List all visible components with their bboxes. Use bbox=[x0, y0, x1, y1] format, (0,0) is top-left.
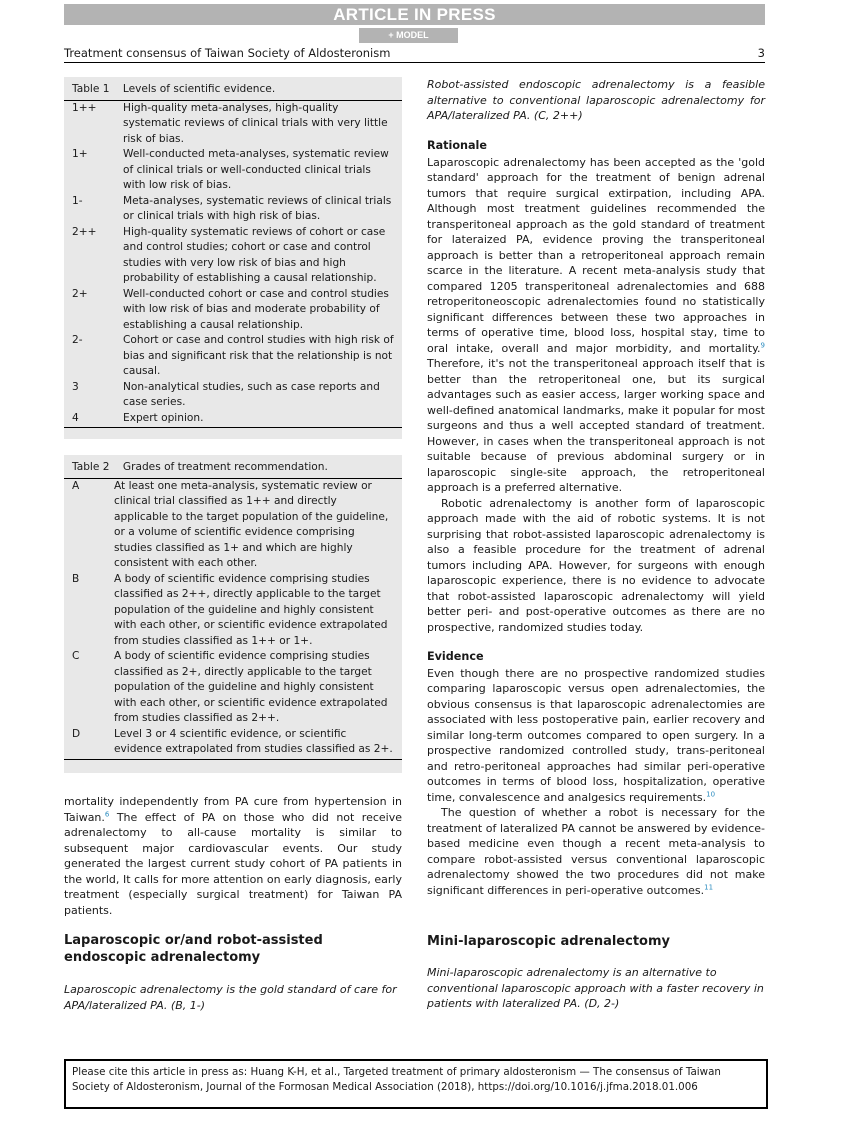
table-row bbox=[64, 411, 402, 429]
table-row-code: 2- bbox=[72, 334, 83, 346]
evidence-heading: Evidence bbox=[427, 650, 484, 663]
table-row-code: A bbox=[72, 479, 80, 492]
table-row-description: High-quality meta-analyses, high-quality systematic reviews of clinical trials with very little risk of bias. bbox=[123, 101, 388, 145]
table-row bbox=[64, 287, 402, 334]
table-row-code: 2++ bbox=[72, 225, 97, 238]
left-body-text bbox=[64, 794, 402, 918]
section-heading-mini-laparoscopic: Mini-laparoscopic adrenalectomy bbox=[427, 934, 670, 949]
rationale-heading: Rationale bbox=[427, 139, 487, 152]
reference-link[interactable]: 6 bbox=[104, 809, 110, 818]
table-caption bbox=[64, 455, 402, 479]
table-label: Table 2 bbox=[72, 461, 110, 473]
paragraph bbox=[427, 666, 765, 806]
table-row bbox=[64, 649, 402, 727]
table-row-code: 1+ bbox=[72, 148, 88, 160]
recommendation-mini-laparoscopic: Mini-laparoscopic adrenalectomy is an alternative to conventional laparoscopic approach with a faster recovery in patients with lateralized PA. (D, 2-) bbox=[427, 966, 764, 1010]
table-row-description: A body of scientific evidence comprising studies classified as 2+, directly applicable to the target population of the guideline and highly consistent with each other, or scientific evidence extrapolated from studies classified as 2++. bbox=[114, 650, 388, 724]
table-row-description: High-quality systematic reviews of cohort or case and control studies; cohort or case and control studies with very low risk of bias and high probability of establishing a causal relationship. bbox=[123, 225, 386, 284]
paragraph: Robotic adrenalectomy is another form of laparoscopic approach made with the aid of robotic systems. It is not surprising that robot-assisted laparoscopic adrenalectomy is also a feasible procedure for the treatment of adrenal tumors including APA. However, for surgeons with enough laparoscopic experience, there is no evidence to advocate that robot-assisted laparoscopic adrenalectomy will yield better peri- and post-operative outcomes as there are no prospective, randomized studies today. bbox=[427, 496, 765, 634]
section-heading-laparoscopic: Laparoscopic or/and robot-assisted endoscopic adrenalectomy bbox=[64, 933, 323, 965]
table-row bbox=[64, 333, 402, 380]
table-row bbox=[64, 572, 402, 650]
table-row bbox=[64, 147, 402, 194]
table-caption bbox=[64, 77, 402, 101]
table-row bbox=[64, 380, 402, 411]
reference-link[interactable]: 10 bbox=[706, 789, 716, 798]
table-row-description: Meta-analyses, systematic reviews of clinical trials or clinical trials with high risk of bias. bbox=[123, 194, 392, 222]
recommendation-robot: Robot-assisted endoscopic adrenalectomy is a feasible alternative to conventional laparoscopic adrenalectomy for APA/lateralized PA. (C, 2++) bbox=[427, 78, 765, 122]
recommendation-laparoscopic: Laparoscopic adrenalectomy is the gold standard of care for APA/lateralized PA. (B, 1-) bbox=[64, 983, 397, 1012]
model-tag: + MODEL bbox=[359, 28, 458, 43]
table-row-code: 1++ bbox=[72, 101, 97, 114]
right-body-text bbox=[427, 138, 765, 898]
text-run: The question of whether a robot is necessary for the treatment of lateralized PA cannot be answered by evidence-based medicine even though a recent meta-analysis to compare robot-assisted versus conventional laparoscopic adrenalectomy showed the two procedures did not make significant differences in peri-operative outcomes. bbox=[427, 806, 765, 897]
citation-box bbox=[64, 1059, 768, 1109]
reference-link[interactable]: 9 bbox=[760, 340, 765, 349]
table-row-description: Well-conducted meta-analyses, systematic review of clinical trials or well-conducted clinical trials with low risk of bias. bbox=[123, 148, 389, 191]
table-title: Levels of scientific evidence. bbox=[122, 83, 276, 95]
text-run: The effect of PA on those who did not receive adrenalectomy to all-cause mortality is similar to subsequent major cardiovascular events. Our study generated the largest current study cohort of PA patients in the world, It calls for more attention on early diagnosis, early treatment (especially surgical treatment) for Taiwan PA patients. bbox=[64, 810, 402, 917]
text-run: Therefore, it's not the transperitoneal approach itself that is better than the retroperitoneal one, but its surgical advantages such as easier access, larger working space and well-defined anatomical landmarks, make it popular for most surgeons and thus a well accepted standard of treatment. However, in cases when the transperitoneal approach is not suitable because of previous abdominal surgery or in laparoscopic single-site approach, the retroperitoneal approach is a preferred alternative. bbox=[427, 357, 765, 494]
table-row-description: Well-conducted cohort or case and control studies with low risk of bias and moderate probability of establishing a causal relationship. bbox=[123, 287, 389, 331]
table-row-code: D bbox=[72, 727, 81, 740]
page-number: 3 bbox=[757, 46, 765, 60]
table-row bbox=[64, 727, 402, 760]
paragraph bbox=[427, 805, 765, 898]
table-label: Table 1 bbox=[72, 83, 110, 95]
table-row-description: Level 3 or 4 scientific evidence, or scientific evidence extrapolated from studies classified as 2+. bbox=[114, 727, 393, 755]
table-row bbox=[64, 225, 402, 287]
paragraph bbox=[64, 794, 402, 918]
text-run: Laparoscopic adrenalectomy has been accepted as the 'gold standard' approach for the treatment of benign adrenal tumors that require surgical extirpation, including APA. Although most treatment guidelines recommended the transperitoneal approach as the gold standard of treatment for lateraized PA, evidence proving the transperitoneal approach is better than a retroperitoneal approach remain scarce in the literature. A recent meta-analysis study that compared 1205 transperitoneal adrenalectomies and 688 retroperitoneoscopic adrenalectomies found no statistically significant differences between these two approaches in terms of operative time, blood loss, hospital stay, time to oral intake, overall and major morbidity, and mortality. bbox=[427, 155, 765, 355]
table-levels-of-evidence bbox=[64, 77, 402, 439]
paragraph bbox=[427, 155, 765, 496]
table-row-code: 2+ bbox=[72, 287, 88, 300]
table-row bbox=[64, 194, 402, 225]
article-in-press-banner: ARTICLE IN PRESS bbox=[64, 4, 765, 25]
table-row-code: 3 bbox=[72, 380, 79, 393]
table-row-code: C bbox=[72, 650, 80, 662]
table-row-description: A body of scientific evidence comprising studies classified as 2++, directly applicable to the target population of the guideline and highly consistent with each other, or scientific evidence extrapolated from studies classified as 1++ or 1+. bbox=[114, 572, 388, 647]
citation-text[interactable]: Please cite this article in press as: Huang K-H, et al., Targeted treatment of primary aldosteronism — The consensus of Taiwan Society of Aldosteronism, Journal of the Formosan Medical Association (2018), https://doi.org/10.1016/j.jfma.2018.01.006 bbox=[72, 1066, 721, 1093]
table-grades-of-recommendation bbox=[64, 455, 402, 773]
table-row-code: 1- bbox=[72, 194, 83, 207]
text-run: mortality independently from PA cure from hypertension in Taiwan. bbox=[64, 795, 402, 824]
table-row bbox=[64, 101, 402, 148]
running-head bbox=[64, 45, 765, 63]
table-row-description: Expert opinion. bbox=[123, 411, 204, 424]
table-row-description: Non-analytical studies, such as case reports and case series. bbox=[123, 380, 380, 408]
table-row bbox=[64, 479, 402, 572]
table-row-description: Cohort or case and control studies with high risk of bias and significant risk that the relationship is not causal. bbox=[123, 334, 394, 377]
table-row-code: B bbox=[72, 572, 80, 585]
running-head-title: Treatment consensus of Taiwan Society of Aldosteronism bbox=[64, 46, 391, 60]
table-row-code: 4 bbox=[72, 411, 79, 424]
table-title: Grades of treatment recommendation. bbox=[122, 461, 328, 473]
reference-link[interactable]: 11 bbox=[704, 882, 714, 891]
table-row-description: At least one meta-analysis, systematic review or clinical trial classified as 1++ and directly applicable to the target population of the guideline, or a volume of scientific evidence comprising studies classified as 1+ and which are highly consistent with each other. bbox=[114, 479, 389, 569]
text-run: Even though there are no prospective randomized studies comparing laparoscopic versus open adrenalectomies, the obvious consensus is that laparoscopic adrenalectomies are associated with less postoperative pain, earlier recovery and similar long-term outcomes compared to open surgery. In a prospective randomized controlled study, trans-peritoneal and retro-peritoneal approaches had similar peri-operative outcomes in terms of blood loss, hospitalization, operative time, convalescence and analgesics requirements. bbox=[427, 666, 765, 804]
